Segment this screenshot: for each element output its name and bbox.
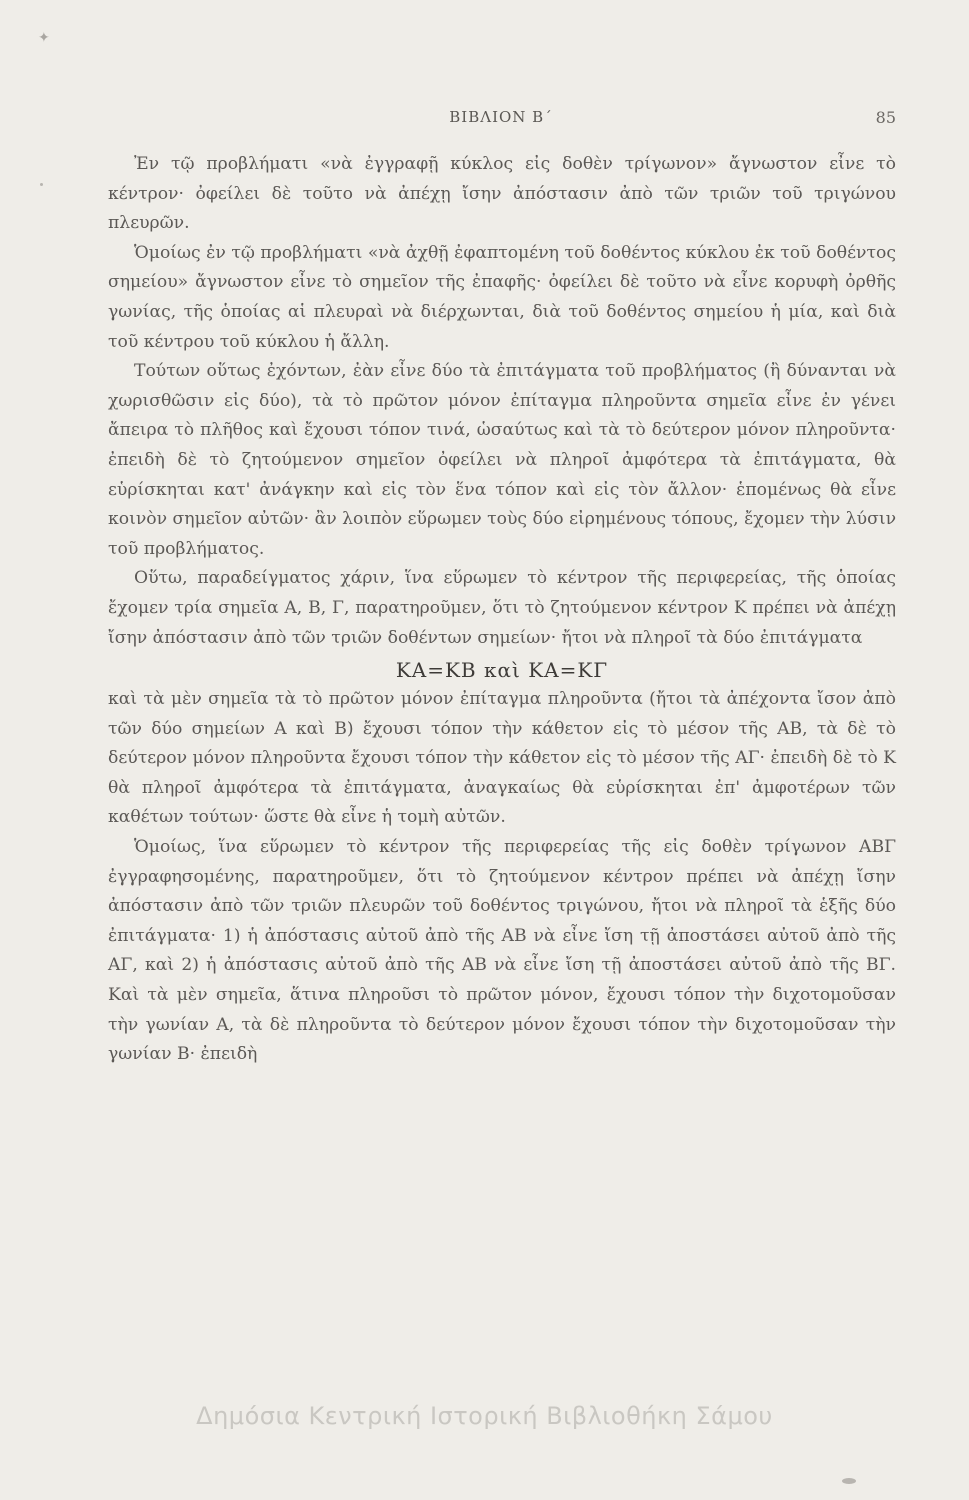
paragraph: καὶ τὰ μὲν σημεῖα τὰ τὸ πρῶτον μόνον ἐπίταγμα πληροῦντα (ἤτοι τὰ ἀπέχοντα ἴσον ἀπὸ τῶν δύο σημείων Α καὶ Β) ἔχουσι τόπον τὴν κάθετον εἰς τὸ μέσον τῆς ΑΒ, τὰ δὲ τὸ δεύτερον μόνον πληροῦντα ἔχουσι τόπον τὴν κάθετον εἰς τὸ μέσον τῆς ΑΓ· ἐπειδὴ δὲ τὸ Κ θὰ πληροῖ ἀμφότερα τὰ ἐπιτάγματα, ἀναγκαίως θὰ εὑρίσκηται ἐπ' ἀμφοτέρων τῶν καθέτων τούτων· ὥστε θὰ εἶνε ἡ τομὴ αὐτῶν. (108, 689, 896, 828)
scan-mark: ✦ (38, 30, 50, 46)
body-text (108, 150, 896, 1070)
page-number: 85 (875, 107, 896, 127)
page-header (106, 103, 896, 131)
paragraph: Ὁμοίως ἐν τῷ προβλήματι «νὰ ἀχθῇ ἐφαπτομένη τοῦ δοθέντος κύκλου ἐκ τοῦ δοθέντος σημείου» ἄγνωστον εἶνε τὸ σημεῖον τῆς ἐπαφῆς· ὀφείλει δὲ τοῦτο νὰ εἶνε κορυφὴ ὀρθῆς γωνίας, τῆς ὁποίας αἱ πλευραὶ νὰ διέρχωνται, διὰ τοῦ δοθέντος σημείου ἡ μία, καὶ διὰ τοῦ κέντρου τοῦ κύκλου ἡ ἄλλη. (108, 242, 896, 352)
scan-speck (842, 1478, 856, 1484)
library-watermark: Δημόσια Κεντρική Ιστορική Βιβλιοθήκη Σάμου (196, 1402, 773, 1430)
formula: ΚΑ=ΚΒ καὶ ΚΑ=ΚΓ (395, 658, 609, 683)
paragraph: Ἐν τῷ προβλήματι «νὰ ἐγγραφῇ κύκλος εἰς δοθὲν τρίγωνον» ἄγνωστον εἶνε τὸ κέντρον· ὀφείλει δὲ τοῦτο νὰ ἀπέχῃ ἴσην ἀπόστασιν ἀπὸ τῶν τριῶν τοῦ τριγώνου πλευρῶν. (108, 154, 896, 234)
scan-speck (40, 183, 43, 186)
paragraph: Τούτων οὕτως ἐχόντων, ἐὰν εἶνε δύο τὰ ἐπιτάγματα τοῦ προβλήματος (ἢ δύνανται νὰ χωρισθῶσιν εἰς δύο), τὰ τὸ πρῶτον μόνον ἐπίταγμα πληροῦντα σημεῖα εἶνε ἐν γένει ἄπειρα τὸ πλῆθος καὶ ἔχουσι τόπον τινά, ὡσαύτως καὶ τὰ τὸ δεύτερον μόνον πληροῦντα· ἐπειδὴ δὲ τὸ ζητούμενον σημεῖον ὀφείλει νὰ πληροῖ ἀμφότερα τὰ ἐπιτάγματα, θὰ εὑρίσκηται κατ' ἀνάγκην καὶ εἰς τὸν ἕνα τόπον καὶ εἰς τὸν ἄλλον· ἑπομένως θὰ εἶνε κοινὸν σημεῖον αὐτῶν· ἂν λοιπὸν εὕρωμεν τοὺς δύο εἰρημένους τόπους, ἔχομεν τὴν λύσιν τοῦ προβλήματος. (108, 361, 897, 559)
running-title: ΒΙΒΛΙΟΝ Β΄ (449, 108, 553, 126)
paragraph: Οὕτω, παραδείγματος χάριν, ἵνα εὕρωμεν τὸ κέντρον τῆς περιφερείας, τῆς ὁποίας ἔχομεν τρία σημεῖα Α, Β, Γ, παρατηροῦμεν, ὅτι τὸ ζητούμενον κέντρον Κ πρέπει νὰ ἀπέχῃ ἴσην ἀπόστασιν ἀπὸ τῶν τριῶν δοθέντων σημείων· ἤτοι νὰ πληροῖ τὰ δύο ἐπιτάγματα (108, 568, 896, 648)
paragraph: Ὁμοίως, ἵνα εὕρωμεν τὸ κέντρον τῆς περιφερείας τῆς εἰς δοθὲν τρίγωνον ΑΒΓ ἐγγραφησομένης, παρατηροῦμεν, ὅτι τὸ ζητούμενον κέντρον πρέπει νὰ ἀπέχῃ ἴσην ἀπόστασιν ἀπὸ τῶν τριῶν πλευρῶν τοῦ δοθέντος τριγώνου, ἤτοι νὰ πληροῖ τὰ ἑξῆς δύο ἐπιτάγματα· 1) ἡ ἀπόστασις αὐτοῦ ἀπὸ τῆς ΑΒ νὰ εἶνε ἴση τῇ ἀποστάσει αὐτοῦ ἀπὸ τῆς ΑΓ, καὶ 2) ἡ ἀπόστασις αὐτοῦ ἀπὸ τῆς ΑΒ νὰ εἶνε ἴση τῇ ἀποστάσει αὐτοῦ ἀπὸ τῆς ΒΓ. Καὶ τὰ μὲν σημεῖα, ἅτινα πληροῦσι τὸ πρῶτον μόνον, ἔχουσι τόπον τὴν διχοτομοῦσαν τὴν γωνίαν Α, τὰ δὲ πληροῦντα τὸ δεύτερον μόνον ἔχουσι τόπον τὴν διχοτομοῦσαν τὴν γωνίαν Β· ἐπειδὴ (108, 837, 896, 1065)
